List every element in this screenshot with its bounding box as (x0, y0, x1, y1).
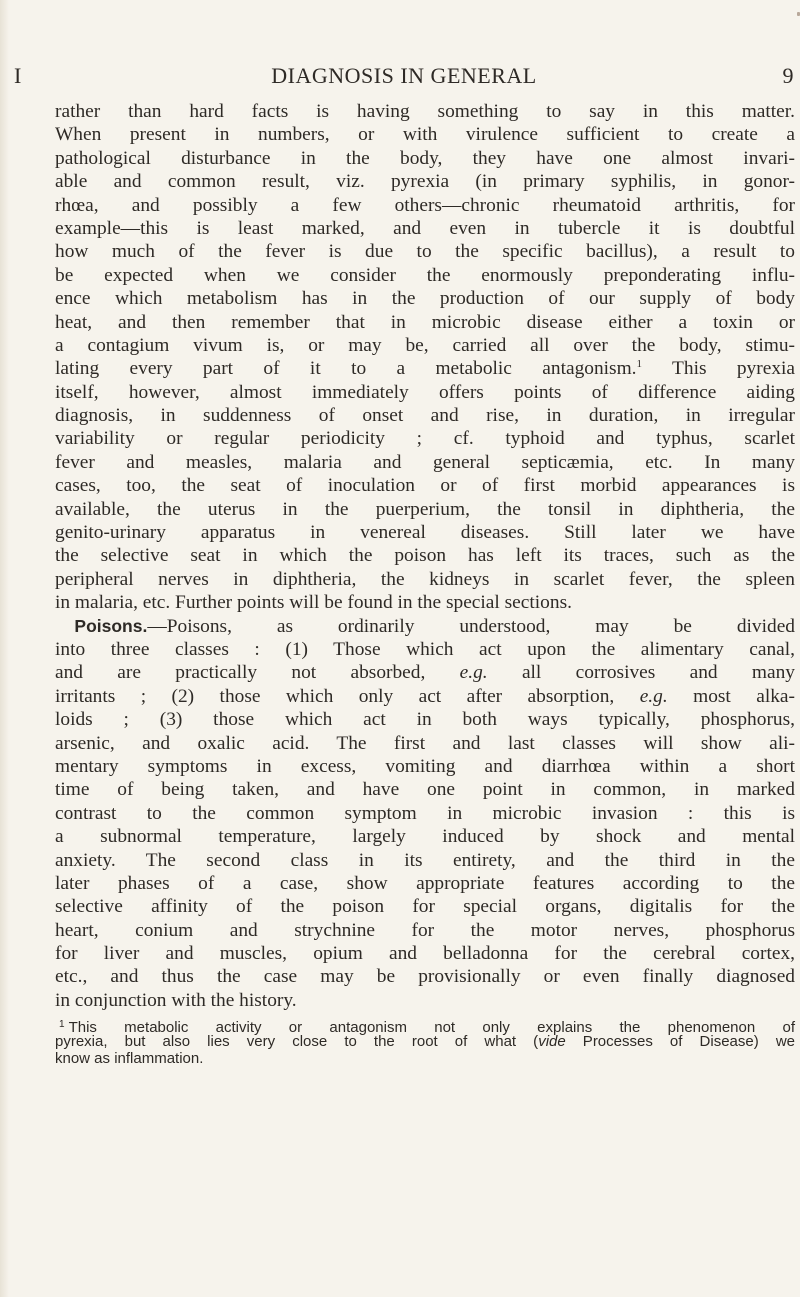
page-binding-edge (0, 0, 9, 1297)
running-head (14, 63, 794, 93)
text-line: a contagium vivum is, or may be, carried all over the body, stimu- (55, 334, 795, 356)
text-segment: pyrexia, but also lies very close to the root of what ( (55, 1033, 539, 1050)
text-segment: most alka- (693, 685, 795, 707)
text-line: contrast to the common symptom in microbic invasion : this is (55, 802, 795, 824)
text-line: later phases of a case, show appropriate features according to the (55, 872, 795, 894)
text-segment: —Poisons, as ordinarily understood, may be divided (147, 615, 795, 637)
page-title: DIAGNOSIS IN GENERAL (271, 63, 537, 88)
footnote-line (55, 1016, 795, 1036)
text-line: example—this is least marked, and even in tubercle it is doubtful (55, 217, 795, 239)
text-line: arsenic, and oxalic acid. The first and last classes will show ali- (55, 732, 795, 754)
text-line: peripheral nerves in diphtheria, the kidneys in scarlet fever, the spleen (55, 568, 795, 590)
text-line: into three classes : (1) Those which act upon the alimentary canal, (55, 638, 795, 660)
paragraph-poisons (55, 615, 795, 1013)
text-line: heat, and then remember that in microbic disease either a toxin or (55, 311, 795, 333)
text-segment: irritants ; (2) those which only act after absorption, (55, 685, 615, 707)
text-line (55, 615, 795, 638)
footnote (55, 1016, 795, 1067)
text-line: heart, conium and strychnine for the motor nerves, phosphorus (55, 919, 795, 941)
paragraph-microbic (55, 100, 795, 615)
abbrev-vide: vide (538, 1033, 566, 1050)
footnote-line (55, 1033, 795, 1050)
text-line (55, 357, 795, 380)
text-segment: This metabolic activity or antagonism not only explains the phenomenon of (68, 1019, 795, 1036)
text-line: able and common result, viz. pyrexia (in primary syphilis, in gonor- (55, 171, 795, 193)
text-line: selective affinity of the poison for special organs, digitalis for the (55, 896, 795, 918)
text-line: a subnormal temperature, largely induced by shock and mental (55, 826, 795, 848)
text-line (55, 661, 795, 684)
text-line: be expected when we consider the enormously preponderating influ- (55, 264, 795, 286)
text-line: the selective seat in which the poison has left its traces, such as the (55, 545, 795, 567)
text-line: diagnosis, in suddenness of onset and rise, in duration, in irregular (55, 405, 795, 427)
text-line: anxiety. The second class in its entirety, and the third in the (55, 849, 795, 871)
text-line: in malaria, etc. Further points will be found in the special sections. (55, 592, 572, 614)
text-line: loids ; (3) those which act in both ways typically, phosphorus, (55, 709, 795, 731)
text-line: ence which metabolism has in the production of our supply of body (55, 288, 795, 310)
text-line: genito-urinary apparatus in venereal diseases. Still later we have (55, 522, 795, 544)
page-number: 9 (782, 63, 794, 88)
text-segment: lating every part of it to a metabolic antagonism. (55, 358, 637, 380)
text-line: etc., and thus the case may be provisionally or even finally diagnosed (55, 966, 795, 988)
text-line: When present in numbers, or with virulence sufficient to create a (55, 124, 795, 146)
text-line: fever and measles, malaria and general septicæmia, etc. In many (55, 451, 795, 473)
footnote-marker[interactable]: 1 (636, 358, 643, 371)
text-line: how much of the fever is due to the specific bacillus), a result to (55, 241, 795, 263)
text-line (55, 685, 795, 708)
text-segment: and are practically not absorbed, (55, 662, 426, 684)
text-line: variability or regular periodicity ; cf. typhoid and typhus, scarlet (55, 428, 795, 450)
text-line: in conjunction with the history. (55, 989, 297, 1011)
body-text (55, 100, 795, 1012)
text-line: rhœa, and possibly a few others—chronic rheumatoid arthritis, for (55, 194, 795, 216)
text-line: rather than hard facts is having something to say in this matter. (55, 101, 795, 122)
footnote-number: 1 (59, 1019, 65, 1030)
text-segment: This pyrexia (672, 358, 796, 380)
text-line: cases, too, the seat of inoculation or of first morbid appearances is (55, 475, 795, 497)
footnote-line: know as inflammation. (55, 1050, 204, 1067)
abbrev-eg: e.g. (639, 685, 668, 707)
text-line: time of being taken, and have one point in common, in marked (55, 779, 795, 801)
chapter-number: I (14, 63, 22, 88)
text-segment: all corrosives and many (521, 662, 795, 684)
text-line: available, the uterus in the puerperium, the tonsil in diphtheria, the (55, 498, 795, 520)
text-line: itself, however, almost immediately offers points of difference aiding (55, 381, 795, 403)
text-line: pathological disturbance in the body, they have one almost invari- (55, 147, 795, 169)
text-line: for liver and muscles, opium and belladonna for the cerebral cortex, (55, 943, 795, 965)
abbrev-eg: e.g. (459, 662, 488, 684)
text-segment: Processes of Disease) we (565, 1033, 795, 1050)
text-line: mentary symptoms in excess, vomiting and diarrhœa within a short (55, 755, 795, 777)
section-heading-poisons: Poisons. (74, 615, 148, 636)
